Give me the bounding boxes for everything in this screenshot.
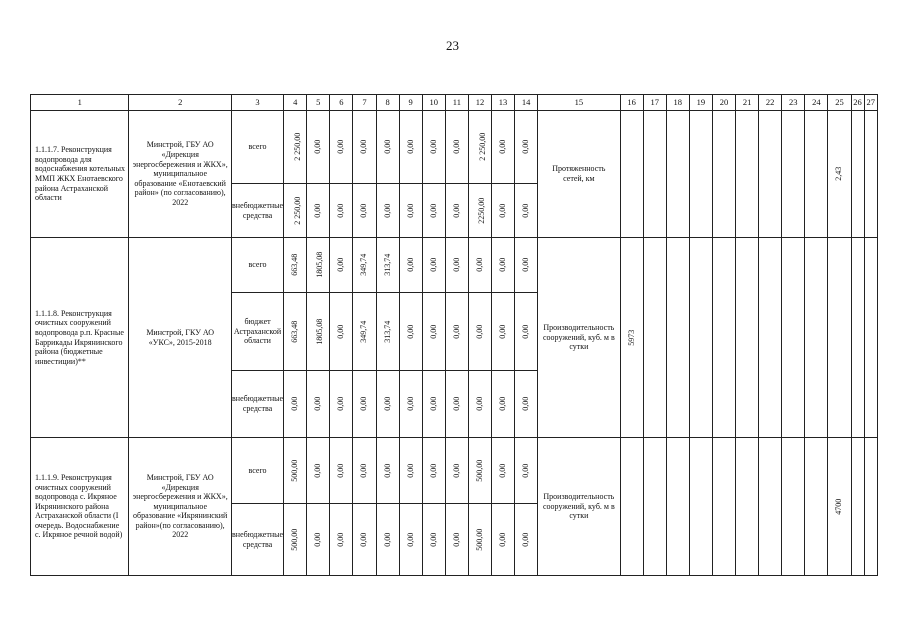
value-cell <box>353 293 376 371</box>
value-cell-text: 0,00 <box>359 140 369 154</box>
value-cell-text: 0,00 <box>359 463 369 478</box>
indicator-cell <box>712 111 735 238</box>
indicator-cell-25 <box>828 238 851 438</box>
value-cell <box>307 111 330 184</box>
indicator-cell <box>689 111 712 238</box>
value-cell <box>422 293 445 371</box>
value-cell <box>492 111 515 184</box>
value-cell <box>330 438 353 504</box>
header-cell: 15 <box>538 95 620 111</box>
value-cell <box>445 504 468 576</box>
value-cell-text: 0,00 <box>313 203 323 218</box>
value-cell <box>515 184 538 238</box>
header-cell: 18 <box>666 95 689 111</box>
indicator-cell <box>666 438 689 576</box>
value-cell <box>284 438 307 504</box>
table-row <box>31 438 878 504</box>
value-cell <box>445 111 468 184</box>
value-cell <box>468 504 491 576</box>
value-cell-text: 0,00 <box>498 463 508 478</box>
activity-cell: 1.1.1.8. Реконструкция очистных сооружений водопровода р.п. Красные Баррикады Икрянинского района (бюджетные инвестиции)** <box>31 238 129 438</box>
header-cell: 3 <box>231 95 283 111</box>
indicator-cell <box>712 438 735 576</box>
value-cell-text: 0,00 <box>336 203 346 218</box>
value-cell-text: 0,00 <box>498 397 508 411</box>
value-cell-text: 0,00 <box>452 532 462 547</box>
indicator-cell <box>643 438 666 576</box>
value-cell-text: 0,00 <box>313 397 323 411</box>
value-cell <box>284 184 307 238</box>
indicator-cell-16 <box>620 438 643 576</box>
value-cell <box>330 504 353 576</box>
value-cell-text: 0,00 <box>336 140 346 154</box>
activity-cell: 1.1.1.9. Реконструкция очистных сооружений водопровода с. Икряное Икрянинского района Астраханской области (I очередь. Водоснабжение с. Икряное речной водой) <box>31 438 129 576</box>
value-cell-text: 313,74 <box>382 320 392 343</box>
value-cell-text: 0,00 <box>359 397 369 411</box>
value-cell-text: 2250,00 <box>477 197 487 224</box>
table-row <box>31 111 878 184</box>
indicator-cell <box>736 111 759 238</box>
value-cell <box>468 184 491 238</box>
source-cell: всего <box>231 238 283 293</box>
value-cell-text: 0,00 <box>521 397 531 411</box>
source-cell: внебюджетные средства <box>231 504 283 576</box>
indicator-cell <box>782 238 805 438</box>
value-cell-text: 0,00 <box>452 397 462 411</box>
value-cell <box>422 371 445 438</box>
value-cell <box>330 371 353 438</box>
value-cell-text: 0,00 <box>521 463 531 478</box>
value-cell-text: 0,00 <box>382 463 392 478</box>
value-cell-text: 0,00 <box>428 397 438 411</box>
indicator-cell-16 <box>620 111 643 238</box>
value-cell-text: 0,00 <box>382 397 392 411</box>
value-cell-text: 0,00 <box>313 140 323 154</box>
value-cell-text: 2 250,00 <box>478 133 488 161</box>
header-cell: 5 <box>307 95 330 111</box>
value-cell-text: 0,00 <box>336 324 346 339</box>
source-cell: всего <box>231 438 283 504</box>
value-cell-text: 313,74 <box>382 254 392 276</box>
value-cell <box>376 371 399 438</box>
indicator-cell-25-text: 2,43 <box>834 167 844 181</box>
indicator-cell <box>864 238 877 438</box>
value-cell-text: 0,00 <box>382 203 392 218</box>
indicator-cell <box>689 438 712 576</box>
value-cell-text: 0,00 <box>521 532 531 547</box>
value-cell <box>399 371 422 438</box>
header-cell: 26 <box>851 95 864 111</box>
header-cell: 1 <box>31 95 129 111</box>
source-cell: внебюджетные средства <box>231 184 283 238</box>
indicator-cell-16 <box>620 238 643 438</box>
value-cell-text: 663,48 <box>290 320 300 343</box>
value-cell <box>307 438 330 504</box>
value-cell-text: 0,00 <box>521 258 531 272</box>
value-cell <box>284 111 307 184</box>
indicator-cell <box>782 438 805 576</box>
header-cell: 17 <box>643 95 666 111</box>
value-cell <box>353 371 376 438</box>
value-cell <box>515 293 538 371</box>
value-cell <box>399 238 422 293</box>
value-cell <box>307 238 330 293</box>
value-cell <box>330 111 353 184</box>
value-cell-text: 0,00 <box>452 324 462 339</box>
table-row <box>31 238 878 293</box>
header-cell: 10 <box>422 95 445 111</box>
value-cell <box>422 238 445 293</box>
value-cell <box>468 371 491 438</box>
value-cell-text: 500,00 <box>475 528 485 551</box>
indicator-cell <box>864 111 877 238</box>
value-cell <box>492 438 515 504</box>
value-cell-text: 500,00 <box>475 459 485 482</box>
value-cell <box>445 293 468 371</box>
value-cell <box>353 184 376 238</box>
executor-cell: Минстрой, ГБУ АО «Дирекция энергосбережения и ЖКХ», муниципальное образование «Енотаевский район» (по согласованию), 2022 <box>129 111 231 238</box>
indicator-cell-16-text: 5973 <box>626 329 636 346</box>
value-cell <box>330 293 353 371</box>
page-number: 23 <box>446 38 459 53</box>
indicator-cell <box>805 238 828 438</box>
value-cell-text: 0,00 <box>405 140 415 154</box>
value-cell-text: 0,00 <box>405 203 415 218</box>
source-cell: всего <box>231 111 283 184</box>
value-cell-text: 0,00 <box>290 397 300 411</box>
value-cell-text: 0,00 <box>428 203 438 218</box>
value-cell <box>307 504 330 576</box>
value-cell <box>307 184 330 238</box>
value-cell-text: 0,00 <box>428 463 438 478</box>
indicator-cell <box>666 111 689 238</box>
value-cell-text: 0,00 <box>405 532 415 547</box>
value-cell <box>399 438 422 504</box>
indicator-cell <box>759 438 782 576</box>
value-cell <box>330 238 353 293</box>
value-cell-text: 0,00 <box>521 140 531 154</box>
header-cell: 24 <box>805 95 828 111</box>
value-cell <box>468 238 491 293</box>
value-cell-text: 0,00 <box>336 258 346 272</box>
header-cell: 20 <box>712 95 735 111</box>
value-cell <box>399 184 422 238</box>
result-cell: Производительность сооружений, куб. м в сутки <box>538 238 620 438</box>
value-cell <box>468 111 491 184</box>
indicator-cell <box>851 111 864 238</box>
value-cell <box>515 438 538 504</box>
value-cell <box>284 371 307 438</box>
header-cell: 21 <box>736 95 759 111</box>
header-cell: 25 <box>828 95 851 111</box>
value-cell <box>492 184 515 238</box>
value-cell-text: 0,00 <box>405 397 415 411</box>
value-cell <box>376 504 399 576</box>
indicator-cell <box>805 111 828 238</box>
value-cell <box>353 111 376 184</box>
value-cell <box>284 504 307 576</box>
indicator-cell <box>689 238 712 438</box>
header-row <box>31 95 878 111</box>
value-cell <box>492 504 515 576</box>
value-cell <box>445 238 468 293</box>
value-cell-text: 0,00 <box>498 203 508 218</box>
value-cell-text: 0,00 <box>428 532 438 547</box>
value-cell <box>468 438 491 504</box>
value-cell <box>376 293 399 371</box>
value-cell-text: 0,00 <box>498 324 508 339</box>
value-cell <box>353 504 376 576</box>
value-cell <box>422 438 445 504</box>
value-cell-text: 0,00 <box>359 203 369 218</box>
indicator-cell <box>736 438 759 576</box>
indicator-cell <box>736 238 759 438</box>
value-cell-text: 0,00 <box>336 397 346 411</box>
value-cell <box>284 293 307 371</box>
value-cell <box>468 293 491 371</box>
value-cell-text: 0,00 <box>521 324 531 339</box>
value-cell-text: 349,74 <box>359 254 369 276</box>
header-cell: 8 <box>376 95 399 111</box>
value-cell-text: 500,00 <box>290 459 300 482</box>
value-cell-text: 0,00 <box>452 258 462 272</box>
header-cell: 2 <box>129 95 231 111</box>
indicator-cell <box>759 238 782 438</box>
value-cell-text: 0,00 <box>336 532 346 547</box>
header-cell: 16 <box>620 95 643 111</box>
activity-cell: 1.1.1.7. Реконструкция водопровода для водоснабжения котельных ММП ЖКХ Енотаевского района Астраханской области <box>31 111 129 238</box>
indicator-cell-25 <box>828 438 851 576</box>
value-cell <box>353 438 376 504</box>
header-cell: 23 <box>782 95 805 111</box>
value-cell-text: 0,00 <box>382 532 392 547</box>
header-cell: 11 <box>445 95 468 111</box>
header-cell: 9 <box>399 95 422 111</box>
value-cell <box>376 238 399 293</box>
indicator-cell <box>666 238 689 438</box>
value-cell-text: 0,00 <box>498 140 508 154</box>
header-cell: 19 <box>689 95 712 111</box>
value-cell-text: 349,74 <box>359 320 369 343</box>
value-cell <box>515 371 538 438</box>
header-cell: 12 <box>468 95 491 111</box>
value-cell-text: 0,00 <box>313 463 323 478</box>
value-cell-text: 0,00 <box>452 203 462 218</box>
value-cell <box>422 504 445 576</box>
indicator-cell <box>759 111 782 238</box>
header-cell: 13 <box>492 95 515 111</box>
value-cell <box>399 504 422 576</box>
value-cell-text: 2 250,00 <box>293 133 303 161</box>
indicator-cell <box>643 111 666 238</box>
value-cell-text: 2 250,00 <box>293 196 303 225</box>
value-cell-text: 0,00 <box>475 397 485 411</box>
value-cell-text: 0,00 <box>405 463 415 478</box>
value-cell <box>422 184 445 238</box>
value-cell-text: 0,00 <box>405 324 415 339</box>
value-cell <box>445 184 468 238</box>
value-cell <box>492 371 515 438</box>
indicator-cell-25-text: 4700 <box>834 498 844 515</box>
value-cell-text: 0,00 <box>359 532 369 547</box>
program-table <box>30 94 878 576</box>
value-cell <box>515 238 538 293</box>
value-cell <box>445 438 468 504</box>
value-cell-text: 0,00 <box>475 258 485 272</box>
indicator-cell <box>643 238 666 438</box>
value-cell-text: 0,00 <box>428 258 438 272</box>
header-cell: 22 <box>759 95 782 111</box>
value-cell-text: 0,00 <box>382 140 392 154</box>
result-cell: Производительность сооружений, куб. м в сутки <box>538 438 620 576</box>
header-cell: 7 <box>353 95 376 111</box>
indicator-cell-25 <box>828 111 851 238</box>
header-cell: 4 <box>284 95 307 111</box>
result-cell: Протяженность сетей, км <box>538 111 620 238</box>
value-cell-text: 663,48 <box>290 254 300 276</box>
source-cell: внебюджетные средства <box>231 371 283 438</box>
value-cell-text: 500,00 <box>290 528 300 551</box>
source-cell: бюджет Астраханской области <box>231 293 283 371</box>
value-cell <box>376 184 399 238</box>
value-cell-text: 1805,08 <box>315 252 325 278</box>
header-cell: 14 <box>515 95 538 111</box>
value-cell <box>492 293 515 371</box>
value-cell-text: 0,00 <box>452 463 462 478</box>
indicator-cell <box>864 438 877 576</box>
indicator-cell <box>851 438 864 576</box>
value-cell <box>284 238 307 293</box>
value-cell-text: 0,00 <box>498 258 508 272</box>
value-cell-text: 0,00 <box>405 258 415 272</box>
indicator-cell <box>851 238 864 438</box>
value-cell <box>515 504 538 576</box>
value-cell-text: 0,00 <box>521 203 531 218</box>
indicator-cell <box>712 238 735 438</box>
value-cell-text: 0,00 <box>428 324 438 339</box>
value-cell-text: 0,00 <box>313 532 323 547</box>
executor-cell: Минстрой, ГБУ АО «Дирекция энергосбережения и ЖКХ», муниципальное образование «Икрянинский район»(по согласованию), 2022 <box>129 438 231 576</box>
value-cell-text: 0,00 <box>498 532 508 547</box>
value-cell <box>353 238 376 293</box>
value-cell-text: 0,00 <box>452 140 462 154</box>
value-cell <box>445 371 468 438</box>
value-cell <box>399 293 422 371</box>
value-cell <box>492 238 515 293</box>
value-cell-text: 0,00 <box>475 324 485 339</box>
executor-cell: Минстрой, ГКУ АО «УКС», 2015-2018 <box>129 238 231 438</box>
value-cell <box>399 111 422 184</box>
header-cell: 27 <box>864 95 877 111</box>
value-cell-text: 0,00 <box>428 140 438 154</box>
value-cell <box>307 371 330 438</box>
value-cell-text: 0,00 <box>336 463 346 478</box>
indicator-cell <box>805 438 828 576</box>
indicator-cell <box>782 111 805 238</box>
value-cell-text: 1805,08 <box>315 318 325 345</box>
table-body <box>31 95 878 576</box>
value-cell <box>422 111 445 184</box>
value-cell <box>515 111 538 184</box>
value-cell <box>376 111 399 184</box>
value-cell <box>307 293 330 371</box>
value-cell <box>330 184 353 238</box>
header-cell: 6 <box>330 95 353 111</box>
value-cell <box>376 438 399 504</box>
